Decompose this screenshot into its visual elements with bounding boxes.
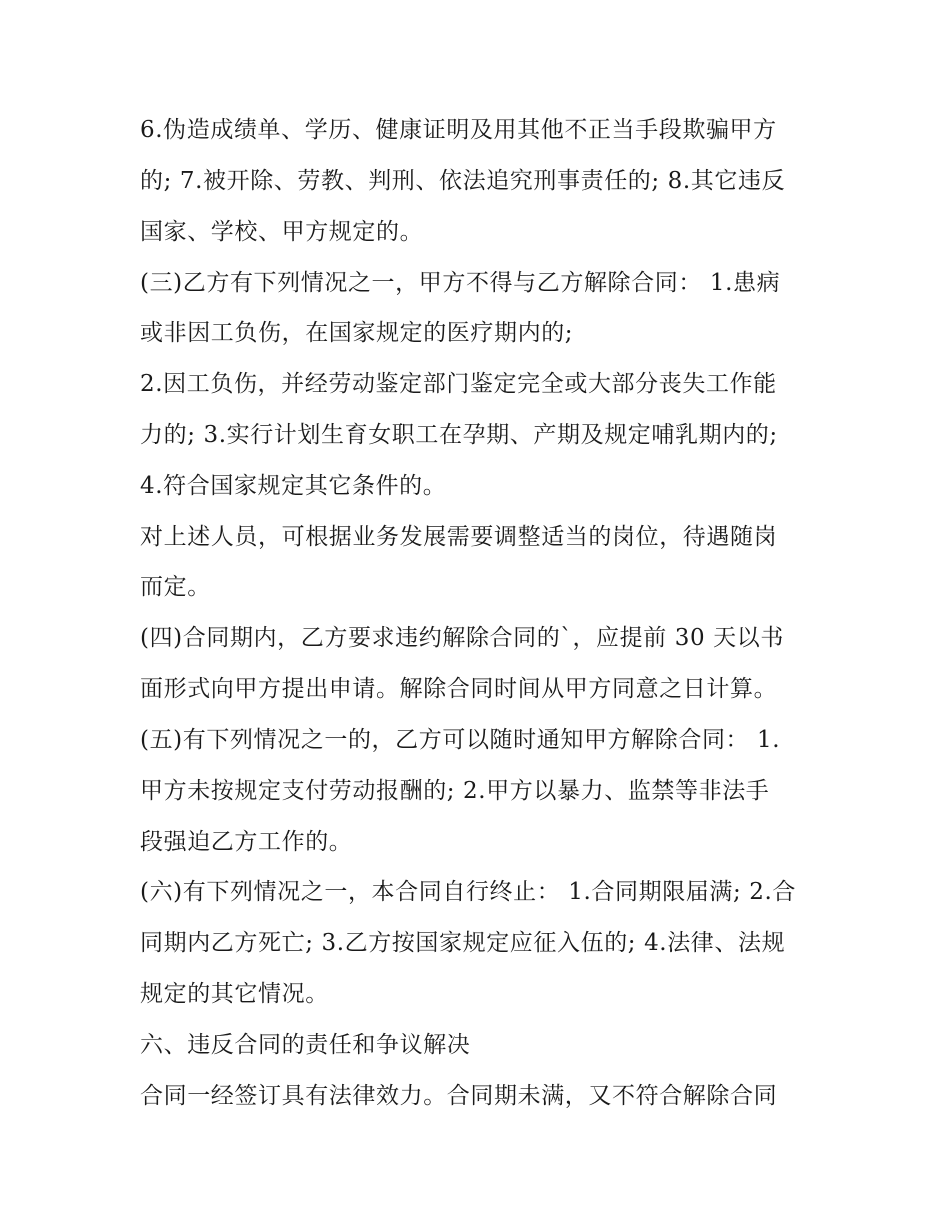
text-line: 对上述人员，可根据业务发展需要调整适当的岗位，待遇随岗 xyxy=(140,524,778,550)
text-line: (四)合同期内，乙方要求违约解除合同的`，应提前 30 天以书 xyxy=(140,625,784,651)
text-line: 甲方未按规定支付劳动报酬的; 2.甲方以暴力、监禁等非法手 xyxy=(140,778,770,804)
text-line: 或非因工负伤，在国家规定的医疗期内的; xyxy=(140,320,574,346)
text-line: 段强迫乙方工作的。 xyxy=(140,829,353,855)
text-line: 国家、学校、甲方规定的。 xyxy=(140,219,424,245)
text-line: 同期内乙方死亡; 3.乙方按国家规定应征入伍的; 4.法律、法规 xyxy=(140,930,786,956)
text-line: 2.因工负伤，并经劳动鉴定部门鉴定完全或大部分丧失工作能 xyxy=(140,371,777,397)
text-line: 6.伪造成绩单、学历、健康证明及用其他不正当手段欺骗甲方 xyxy=(140,117,777,143)
text-line: 4.符合国家规定其它条件的。 xyxy=(140,473,447,499)
text-line: 合同一经签订具有法律效力。合同期未满，又不符合解除合同 xyxy=(140,1083,778,1109)
text-line: 而定。 xyxy=(140,574,211,600)
text-line: (五)有下列情况之一的，乙方可以随时通知甲方解除合同： 1. xyxy=(140,727,781,753)
text-line: (三)乙方有下列情况之一，甲方不得与乙方解除合同： 1.患病 xyxy=(140,270,781,296)
text-line: 力的; 3.实行计划生育女职工在孕期、产期及规定哺乳期内的; xyxy=(140,422,778,448)
section-heading: 六、违反合同的责任和争议解决 xyxy=(140,1032,471,1058)
text-line: 的; 7.被开除、劳教、判刑、依法追究刑事责任的; 8.其它违反 xyxy=(140,168,786,194)
text-line: (六)有下列情况之一，本合同自行终止： 1.合同期限届满; 2.合 xyxy=(140,879,797,905)
text-line: 规定的其它情况。 xyxy=(140,981,329,1007)
text-line: 面形式向甲方提出申请。解除合同时间从甲方同意之日计算。 xyxy=(140,676,778,702)
